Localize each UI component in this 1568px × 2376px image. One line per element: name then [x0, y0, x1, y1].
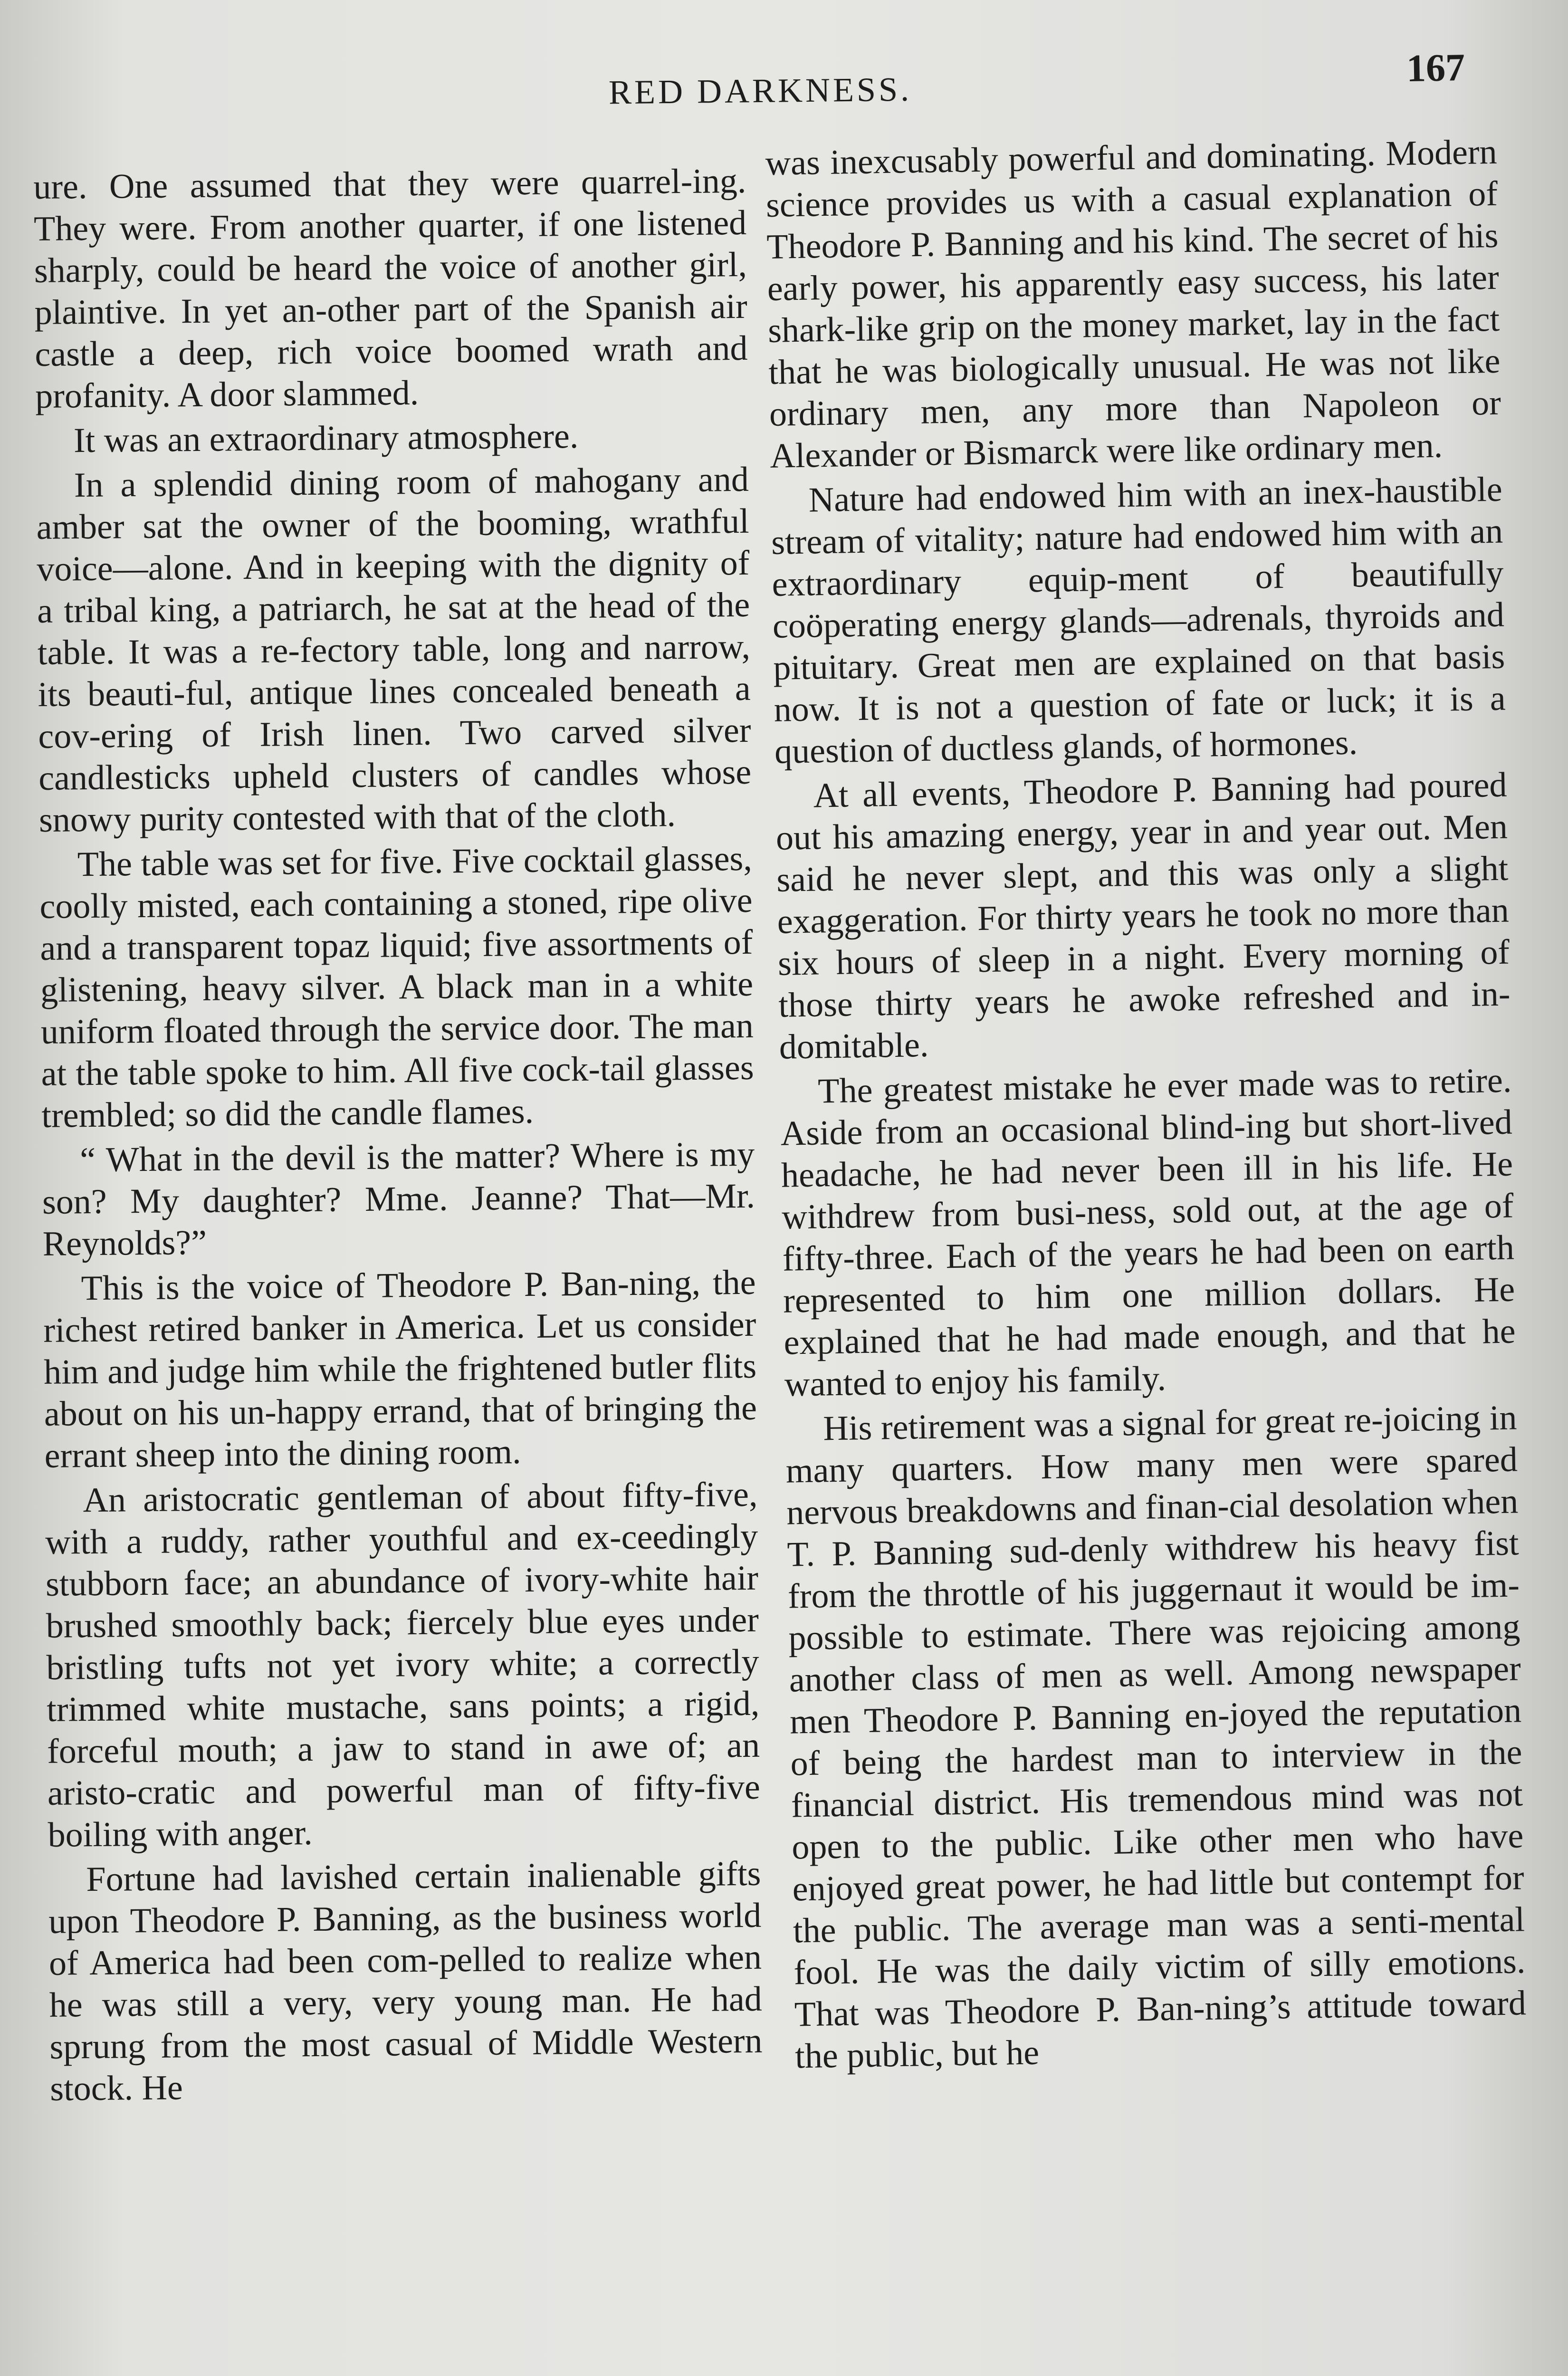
paragraph: An aristocratic gentleman of about fifty-five, with a ruddy, rather youthful and ex-ceedingly stubborn face; an abundance of ivory-white hair brushed smoothly back; fiercely blue eyes under bristling tufts not yet ivory white; a correctly trimmed white mustache, sans points; a rigid, forceful mouth; a jaw to stand in awe of; an aristo-cratic and powerful man of fifty-five boiling with anger. [45, 1475, 761, 1855]
paragraph: The table was set for five. Five cocktail glasses, coolly misted, each containing a stoned, ripe olive and a transparent topaz liquid; five assortments of glistening, heavy silver. A black man in a white uniform floated through the service door. The man at the table spoke to him. All five cock-tail glasses trembled; so did the candle flames. [39, 839, 754, 1135]
page-number: 167 [1406, 45, 1465, 90]
right-text-column [765, 131, 1527, 2078]
paragraph: was inexcusably powerful and dominating. Modern science provides us with a casual explanation of Theodore P. Banning and his kind. The secret of his early power, his apparently easy success, his later shark-like grip on the money market, lay in the fact that he was biologically unusual. He was not like ordinary men, any more than Napoleon or Alexander or Bismarck were like ordinary men. [765, 132, 1501, 476]
paragraph: The greatest mistake he ever made was to retire. Aside from an occasional blind-ing but short-lived headache, he had never been ill in his life. He withdrew from busi-ness, sold out, at the age of fifty-three. Each of the years he had been on earth represented to him one million dollars. He explained that he had made enough, and that he wanted to enjoy his family. [780, 1061, 1516, 1404]
running-title: RED DARKNESS. [608, 70, 912, 112]
paragraph: His retirement was a signal for great re-joicing in many quarters. How many men were spared nervous breakdowns and finan-cial desolation when T. P. Banning sud-denly withdrew his heavy fist from the throttle of his juggernaut it would be im-possible to estimate. There was rejoicing among another class of men as well. Among newspaper men Theodore P. Banning en-joyed the reputation of being the hardest man to interview in the financial district. His tremendous mind was not open to the public. Like other men who have enjoyed great power, he had little but contempt for the public. The average man was a senti-mental fool. He was the daily victim of silly emotions. That was Theodore P. Ban-ning’s attitude toward the public, but he [785, 1398, 1527, 2076]
paragraph: It was an extraordinary atmosphere. [73, 417, 579, 460]
paragraph: At all events, Theodore P. Banning had poured out his amazing energy, year in and year out. Men said he never slept, and this was only a slight exaggeration. For thirty years he took no more than six hours of sleep in a night. Every morning of those thirty years he awoke refreshed and in-domitable. [775, 765, 1511, 1067]
left-text-column [33, 160, 763, 2110]
paragraph: ure. One assumed that they were quarrel-ing. They were. From another quarter, if one listened sharply, could be heard the voice of another girl, plaintive. In yet an-other part of the Spanish air castle a deep, rich voice boomed wrath and profanity. A door slammed. [33, 161, 748, 416]
paragraph: In a splendid dining room of mahogany and amber sat the owner of the booming, wrathful voice—alone. And in keeping with the dignity of a tribal king, a patriarch, he sat at the head of the table. It was a re-fectory table, long and narrow, its beauti-ful, antique lines concealed beneath a cov-ering of Irish linen. Two carved silver candlesticks upheld clusters of candles whose snowy purity contested with that of the cloth. [36, 460, 752, 840]
paragraph: Nature had endowed him with an inex-haustible stream of vitality; nature had endowed him with an extraordinary equip-ment of beautifully coöperating energy glands—adrenals, thyroids and pituitary. Great men are explained on that basis now. It is not a question of fate or luck; it is a question of ductless glands, of hormones. [771, 469, 1506, 771]
paragraph: Fortune had lavished certain inalienable gifts upon Theodore P. Banning, as the business world of America had been com-pelled to realize when he was still a very, very young man. He had sprung from the most casual of Middle Western stock. He [48, 1854, 763, 2108]
paragraph: This is the voice of Theodore P. Ban-ning, the richest retired banker in America. Let us consider him and judge him while the frightened butler flits about on his un-happy errand, that of bringing the errant sheep into the dining room. [43, 1263, 757, 1475]
paragraph: “ What in the devil is the matter? Where is my son? My daughter? Mme. Jeanne? That—Mr. Reynolds?” [42, 1134, 755, 1264]
